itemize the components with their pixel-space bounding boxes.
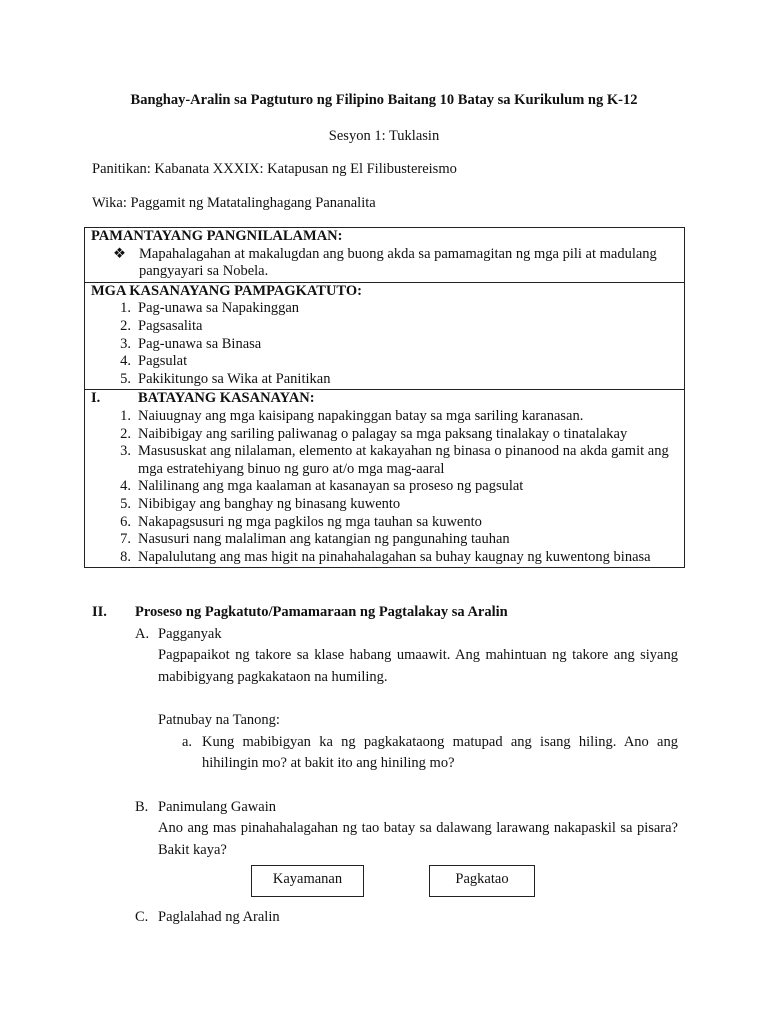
list-item: 4. Nalilinang ang mga kaalaman at kasanayan sa proseso ng pagsulat (120, 478, 524, 495)
guide-label: Patnubay na Tanong: (158, 712, 280, 728)
batayang-row (85, 390, 685, 568)
panimulang-text: Ano ang mas pinahahalagahan ng tao batay sa dalawang larawang nakapaskil sa pisara? Bakit kaya? (158, 820, 678, 858)
section-two (92, 602, 678, 861)
diamond-bullet-icon: ❖ (113, 245, 126, 262)
panimulang-heading: B. Panimulang Gawain (135, 798, 276, 815)
list-item: 5. Nibibigay ang banghay ng binasang kuwento (120, 495, 401, 512)
standards-table (84, 227, 685, 568)
paglalahad-heading: C. Paglalahad ng Aralin (135, 909, 280, 925)
list-item: 3. Pag-unawa sa Binasa (120, 335, 262, 352)
pamantayan-text: Mapahalagahan at makalugdan ang buong akda sa pamamagitan ng mga pili at madulang pangyayari sa Nobela. (139, 245, 657, 280)
list-item: 6. Nakapagsusuri ng mga pagkilos ng mga tauhan sa kuwento (120, 513, 482, 530)
pamantayan-bullet (91, 246, 678, 281)
list-item: 2. Naibibigay ang sariling paliwanag o palagay sa mga paksang tinalakay o tinatalakay (120, 425, 628, 442)
kasanayan-list (91, 300, 678, 388)
guide-question: a. Kung mabibigyan ka ng pagkakataong matupad ang isang hiling. Ano ang hihilingin mo? at bakit ito ang hiniling mo? (182, 733, 678, 771)
batayang-heading: I. BATAYANG KASANAYAN: (91, 390, 315, 407)
pamantayan-heading: PAMANTAYANG PANGNILALAMAN: (91, 228, 343, 244)
pagkatao-card: Pagkatao (429, 865, 535, 897)
list-item: 8. Napalulutang ang mas higit na pinahahalagahan sa buhay kaugnay ng kuwentong binasa (120, 548, 651, 565)
pagganyak-text: Pagpapaikot ng takore sa klase habang umaawit. Ang mahintuan ng takore ang siyang mabibigyang pagkakataon na humiling. (158, 647, 678, 685)
pamantayan-row (85, 228, 685, 283)
pagganyak-heading: A. Pagganyak (135, 625, 222, 642)
kasanayan-row (85, 282, 685, 390)
section-c (92, 909, 678, 926)
kasanayan-heading: MGA KASANAYANG PAMPAGKATUTO: (91, 282, 362, 299)
list-item: 1. Naiuugnay ang mga kaisipang napakinggan batay sa mga sariling karanasan. (120, 407, 584, 424)
section-two-heading: II. Proseso ng Pagkatuto/Pamamaraan ng Pagtalakay sa Aralin (92, 604, 508, 620)
batayang-list (91, 408, 678, 566)
list-item: 4. Pagsulat (120, 353, 188, 370)
wika-line: Wika: Paggamit ng Matatalinghagang Pananalita (92, 195, 376, 211)
document-title: Banghay-Aralin sa Pagtuturo ng Filipino Baitang 10 Batay sa Kurikulum ng K-12 (130, 92, 638, 108)
kayamanan-card: Kayamanan (251, 865, 364, 897)
list-item: 2. Pagsasalita (120, 317, 203, 334)
list-item: 1. Pag-unawa sa Napakinggan (120, 300, 300, 317)
session-label: Sesyon 1: Tuklasin (328, 128, 440, 144)
list-item: 3. Masususkat ang nilalaman, elemento at kakayahan ng binasa o pinanood na akda gamit ang mga estratehiyang binuo ng guro at/o mga mag-aaral (120, 443, 669, 477)
panitikan-line: Panitikan: Kabanata XXXIX: Katapusan ng El Filibustereismo (92, 161, 457, 177)
list-item: 7. Nasusuri nang malaliman ang katangian ng pangunahing tauhan (120, 531, 510, 548)
list-item: 5. Pakikitungo sa Wika at Panitikan (120, 370, 331, 387)
